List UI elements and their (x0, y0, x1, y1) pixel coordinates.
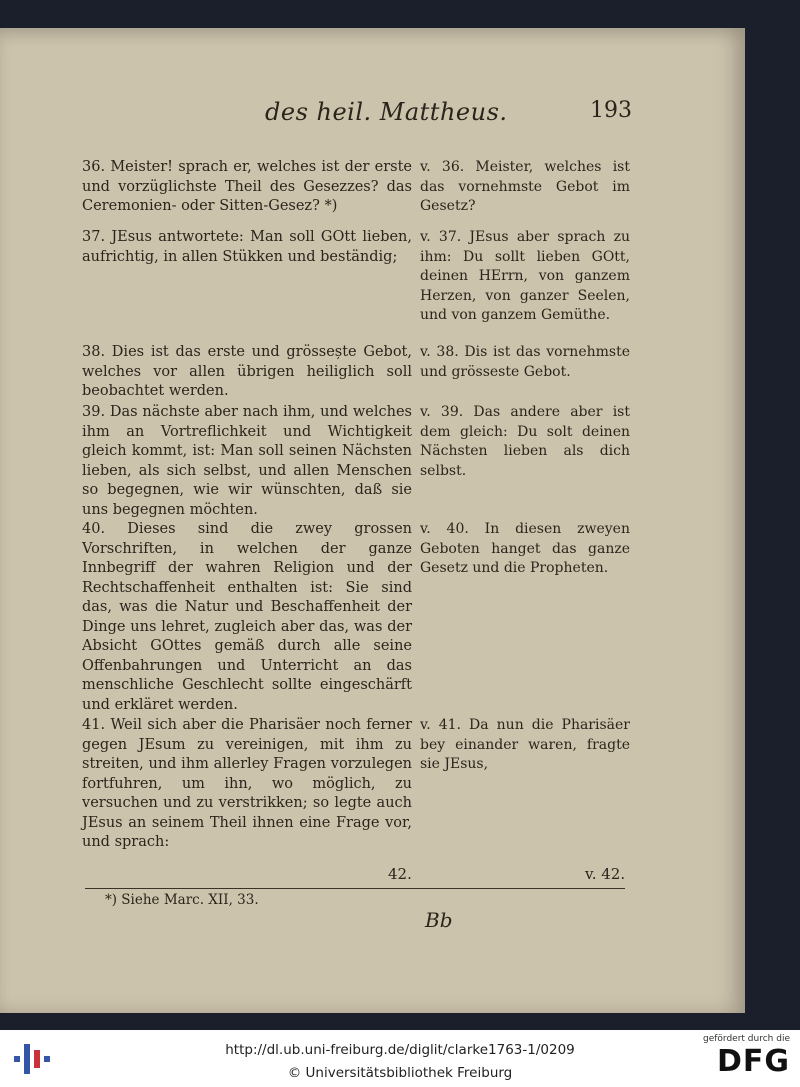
footnote: *) Siehe Marc. XII, 33. (105, 892, 259, 908)
page-number: 193 (590, 98, 632, 123)
verse-40-text: v. 40. In diesen zweyen Geboten hanget das ganze Gesetz und die Propheten. (420, 521, 630, 576)
book-page (0, 28, 745, 1013)
page-header (0, 98, 745, 134)
permalink-url[interactable]: http://dl.ub.uni-freiburg.de/diglit/clarke1763-1/0209 (225, 1042, 575, 1058)
verse-38-text: v. 38. Dis ist das vornehmste und grösseste Gebot. (420, 344, 630, 380)
footnote-rule (85, 888, 625, 889)
viewer-footer (0, 1030, 800, 1087)
dfg-logo: DFG (716, 1044, 790, 1079)
verse-37-paraphrase: 37. JEsus antwortete: Man soll GOtt lieben, aufrichtig, in allen Stükken und beständig; (82, 229, 412, 265)
verse-37-text: v. 37. JEsus aber sprach zu ihm: Du sollt lieben GOtt, deinen HErrn, von ganzem Herzen, von ganzer Seelen, und von ganzem Gemüthe. (420, 229, 630, 323)
catchword-right: v. 42. (585, 865, 626, 883)
verse-38-paraphrase: 38. Dies ist das erste und grössește Gebot, welches vor allen übrigen heiliglich soll beobachtet werden. (82, 344, 412, 399)
running-head: des heil. Mattheus. (265, 98, 508, 126)
dfg-funding-note: gefördert durch die (703, 1034, 790, 1044)
signature-mark: Bb (425, 908, 453, 932)
verse-41-text: v. 41. Da nun die Pharisäer bey einander waren, fragte sie JEsus, (420, 717, 630, 772)
catchword-left: 42. (388, 865, 412, 883)
verse-36-paraphrase: 36. Meister! sprach er, welches ist der erste und vorzüglichste Theil des Gesezzes? das Ceremonien- oder Sitten-Gesez? *) (82, 159, 412, 214)
verse-36-text: v. 36. Meister, welches ist das vornehmste Gebot im Gesetz? (420, 159, 630, 214)
verse-41-paraphrase: 41. Weil sich aber die Pharisäer noch ferner gegen JEsum zu vereinigen, mit ihm zu streiten, und ihm allerley Fragen vorzulegen fortfuhren, um ihn, wo möglich, zu versuchen und zu verstrikken; so legte auch JEsus an seinem Theil ihnen eine Frage vor, und sprach: (82, 717, 412, 850)
verse-40-paraphrase: 40. Dieses sind die zwey grossen Vorschriften, in welchen der ganze Innbegriff der wahren Religion und der Rechtschaffenheit enthalten ist: Sie sind das, was die Natur und Beschaffenheit der Dinge uns lehret, zugleich aber das, was der Absicht GOttes gemäß durch alle seine Offenbahrungen und Unterricht an das menschliche Geschlecht sollte eingeschärft und erkläret werden. (82, 521, 412, 713)
copyright-notice: © Universitätsbibliothek Freiburg (287, 1065, 513, 1081)
verse-39-text: v. 39. Das andere aber ist dem gleich: Du solt deinen Nächsten lieben als dich selbst. (420, 404, 630, 479)
verse-39-paraphrase: 39. Das nächste aber nach ihm, und welches ihm an Vortreflichkeit und Wichtigkeit gleich kommt, ist: Man soll seinen Nächsten lieben, als sich selbst, und allen Menschen so begegnen, wie wir wünschten, daß sie uns begegnen möchten. (82, 404, 412, 518)
